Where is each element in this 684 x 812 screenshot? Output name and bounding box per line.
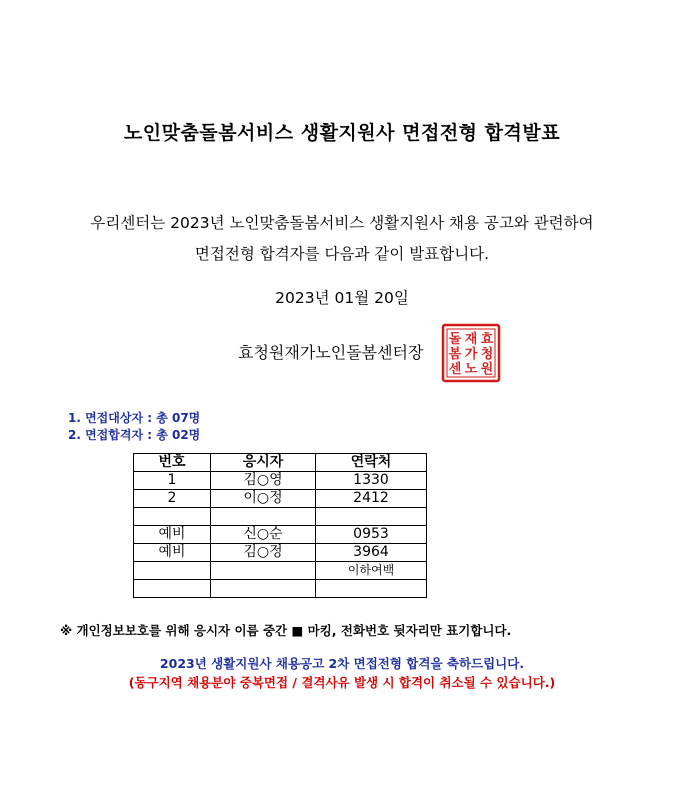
seal-glyph: 원: [480, 362, 494, 377]
seal-glyph: 돌: [448, 332, 462, 347]
seal-glyph: 청: [480, 347, 494, 362]
page-title: 노인맞춤돌봄서비스 생활지원사 면접전형 합격발표: [123, 122, 561, 144]
table-row: [134, 544, 427, 562]
cell-contact: [316, 508, 427, 526]
congratulation-message: 2023년 생활지원사 채용공고 2차 면접전형 합격을 축하드립니다.: [159, 656, 525, 671]
table-header-row: [134, 454, 427, 472]
organization-name: 효청원재가노인돌봄센터장: [238, 343, 424, 362]
seal-glyph: 재: [464, 332, 478, 347]
cell-number: 2: [134, 490, 211, 508]
table-row: [134, 508, 427, 526]
cell-applicant: 신○순: [211, 526, 316, 544]
cell-contact: 3964: [316, 544, 427, 562]
table-row: [134, 562, 427, 580]
cell-contact: [316, 580, 427, 598]
column-header-applicant: 응시자: [211, 454, 316, 472]
table-row: [134, 580, 427, 598]
cell-contact: 1330: [316, 472, 427, 490]
cell-number: 1: [134, 472, 211, 490]
cell-number: [134, 508, 211, 526]
summary-applicants: 1. 면접대상자 : 총 07명: [68, 411, 201, 425]
cell-applicant: 김○정: [211, 544, 316, 562]
seal-glyph: 가: [464, 347, 478, 362]
intro-line-1: 우리센터는 2023년 노인맞춤돌봄서비스 생활지원사 채용 공고와 관련하여: [90, 214, 594, 232]
summary-passed: 2. 면접합격자 : 총 02명: [68, 428, 201, 442]
cell-applicant: [211, 580, 316, 598]
cell-number: [134, 562, 211, 580]
cell-contact: 0953: [316, 526, 427, 544]
seal-glyph: 효: [480, 332, 494, 347]
cell-number: 예비: [134, 544, 211, 562]
cell-number: [134, 580, 211, 598]
intro-text: [0, 208, 684, 270]
cancellation-warning: (동구지역 채용분야 중복면접 / 결격사유 발생 시 합격이 취소될 수 있습니다.): [128, 675, 556, 690]
seal-glyph: 노: [464, 362, 478, 377]
table-row: [134, 472, 427, 490]
table-row: [134, 490, 427, 508]
cell-contact: 2412: [316, 490, 427, 508]
cell-applicant: [211, 562, 316, 580]
announcement-date: 2023년 01월 20일: [275, 289, 409, 307]
table-row: [134, 526, 427, 544]
cell-contact: 이하여백: [316, 562, 427, 580]
seal-glyph: 봄: [448, 347, 462, 362]
interview-summary: [68, 410, 200, 444]
result-table: [133, 453, 427, 598]
cell-applicant: 김○영: [211, 472, 316, 490]
cell-applicant: [211, 508, 316, 526]
seal-glyph: 센: [448, 362, 462, 377]
cell-applicant: 이○정: [211, 490, 316, 508]
column-header-number: 번호: [134, 454, 211, 472]
official-seal-stamp: [441, 323, 501, 383]
privacy-notice: ※ 개인정보보호를 위해 응시자 이름 중간 ■ 마킹, 전화번호 뒷자리만 표기합니다.: [60, 623, 512, 638]
cell-number: 예비: [134, 526, 211, 544]
column-header-contact: 연락처: [316, 454, 427, 472]
intro-line-2: 면접전형 합격자를 다음과 같이 발표합니다.: [194, 245, 490, 263]
